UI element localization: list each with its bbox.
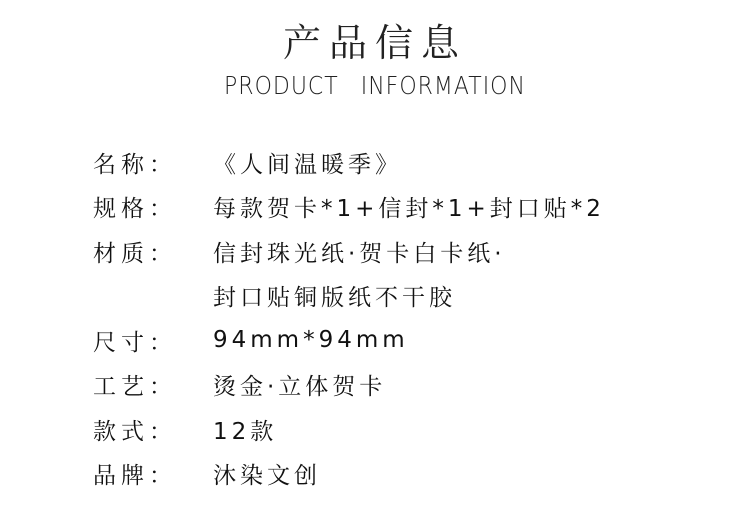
spec-row-material-cont <box>93 274 605 319</box>
spec-label: 品牌： <box>93 463 177 490</box>
spec-value: 沐染文创 <box>213 463 321 490</box>
spec-label: 规格： <box>93 196 177 223</box>
spec-label: 尺寸： <box>93 329 177 356</box>
spec-table <box>93 140 605 496</box>
spec-label: 材质： <box>93 240 177 267</box>
spec-value: 每款贺卡*1+信封*1+封口贴*2 <box>213 196 605 223</box>
spec-row-craft <box>93 363 605 408</box>
spec-value: 封口贴铜版纸不干胶 <box>213 285 456 312</box>
title-cn: 产品信息 <box>282 21 467 65</box>
spec-row-material <box>93 229 605 274</box>
spec-label: 工艺： <box>93 374 177 401</box>
spec-value: 烫金·立体贺卡 <box>213 374 387 401</box>
spec-row-brand <box>93 452 605 497</box>
title-en-word-1: PRODUCT <box>224 72 339 101</box>
spec-label: 款式： <box>93 418 177 445</box>
spec-value: 12款 <box>213 418 278 445</box>
spec-row-name <box>93 140 605 185</box>
spec-value: 《人间温暖季》 <box>213 151 402 178</box>
spec-value: 94mm*94mm <box>213 327 409 354</box>
spec-value: 信封珠光纸·贺卡白卡纸· <box>213 240 506 267</box>
spec-row-size-content <box>93 185 605 230</box>
spec-label: 名称： <box>93 151 177 178</box>
spec-row-styles <box>93 407 605 452</box>
title-en <box>0 72 750 101</box>
title-en-word-2: INFORMATION <box>360 72 526 101</box>
spec-row-dimensions <box>93 318 605 363</box>
